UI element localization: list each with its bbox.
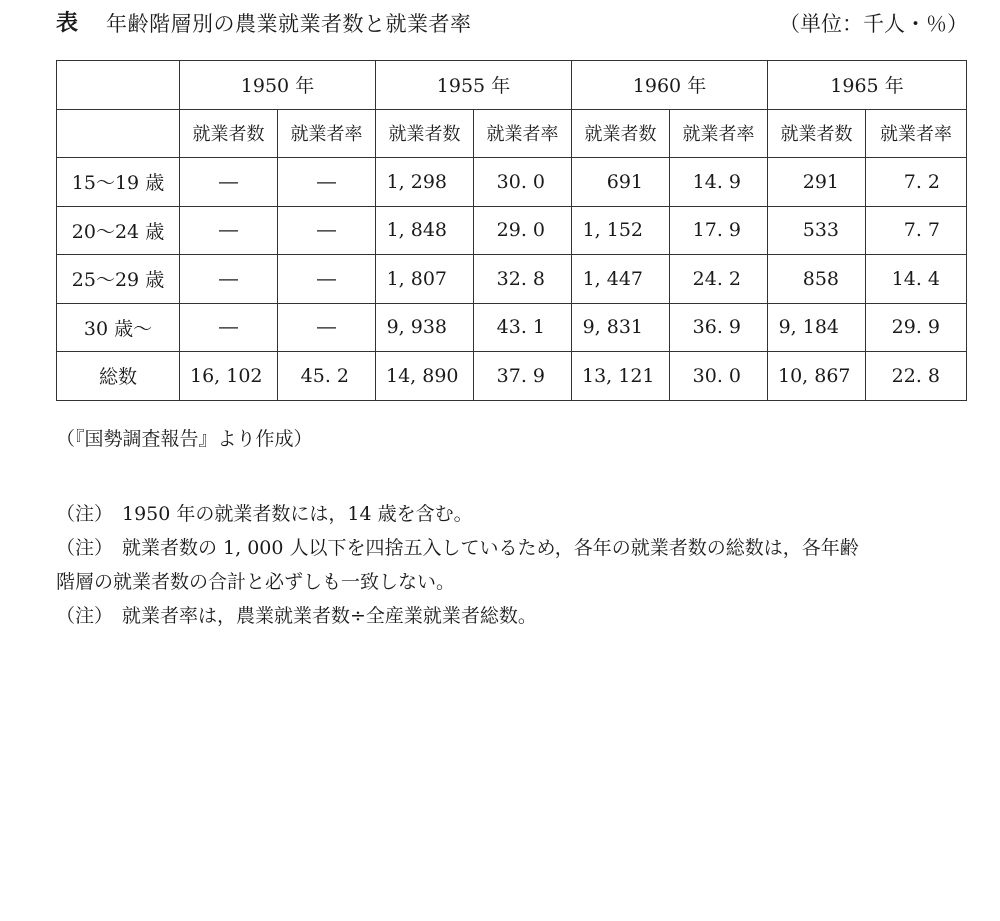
table-cell: 9, 184 — [768, 303, 866, 352]
table-cell: 24. 2 — [670, 255, 768, 304]
table-cell: 13, 121 — [572, 352, 670, 401]
column-header: 就業者率 — [474, 109, 572, 158]
column-header: 就業者率 — [278, 109, 376, 158]
table-row — [57, 158, 967, 207]
table-cell: 22. 8 — [866, 352, 967, 401]
table-cell: ― — [278, 158, 376, 207]
column-header: 就業者率 — [670, 109, 768, 158]
row-label: 25～29 歳 — [57, 255, 180, 304]
notes — [56, 497, 968, 633]
year-header-row — [57, 61, 967, 110]
row-label: 総数 — [57, 352, 180, 401]
table-cell: 7. 7 — [866, 206, 967, 255]
table-label: 表 — [56, 11, 79, 36]
table-cell: 29. 9 — [866, 303, 967, 352]
table-cell: 30. 0 — [474, 158, 572, 207]
table-cell: ― — [278, 206, 376, 255]
column-header: 就業者数 — [180, 109, 278, 158]
table-cell: 10, 867 — [768, 352, 866, 401]
table-cell: 17. 9 — [670, 206, 768, 255]
table-cell: 32. 8 — [474, 255, 572, 304]
year-header: 1960 年 — [572, 61, 768, 110]
year-header: 1965 年 — [768, 61, 967, 110]
subheader-row — [57, 109, 967, 158]
table-cell: 533 — [768, 206, 866, 255]
table-cell: 36. 9 — [670, 303, 768, 352]
table-cell: ― — [180, 158, 278, 207]
note-item — [56, 599, 968, 633]
table-cell: 9, 938 — [376, 303, 474, 352]
note-text: 就業者率は，農業就業者数÷全産業就業者総数。 — [122, 605, 537, 627]
table-cell: 1, 447 — [572, 255, 670, 304]
table-cell: ― — [278, 303, 376, 352]
column-header: 就業者数 — [572, 109, 670, 158]
table-cell: ― — [278, 255, 376, 304]
year-header: 1955 年 — [376, 61, 572, 110]
corner-cell — [57, 61, 180, 110]
table-cell: 37. 9 — [474, 352, 572, 401]
note-mark: （注） — [56, 537, 114, 559]
table-cell: 1, 848 — [376, 206, 474, 255]
table-cell: 14, 890 — [376, 352, 474, 401]
table-cell: 30. 0 — [670, 352, 768, 401]
note-item — [56, 531, 968, 565]
data-table — [56, 60, 967, 401]
table-cell: 1, 152 — [572, 206, 670, 255]
table-cell: 9, 831 — [572, 303, 670, 352]
table-row — [57, 255, 967, 304]
row-label: 20～24 歳 — [57, 206, 180, 255]
corner-cell — [57, 109, 180, 158]
table-cell: 16, 102 — [180, 352, 278, 401]
table-cell: 1, 298 — [376, 158, 474, 207]
table-row — [57, 303, 967, 352]
table-cell: ― — [180, 206, 278, 255]
column-header: 就業者数 — [376, 109, 474, 158]
table-title: 年齢階層別の農業就業者数と就業者率 — [106, 12, 472, 36]
table-cell: 14. 4 — [866, 255, 967, 304]
note-mark: （注） — [56, 605, 114, 627]
table-cell: 1, 807 — [376, 255, 474, 304]
total-row — [57, 352, 967, 401]
table-cell: ― — [180, 303, 278, 352]
table-cell: 858 — [768, 255, 866, 304]
note-item — [56, 497, 968, 531]
unit-note: （単位：千人・％） — [779, 12, 968, 36]
note-mark: （注） — [56, 503, 114, 525]
year-header: 1950 年 — [180, 61, 376, 110]
note-text: 階層の就業者数の合計と必ずしも一致しない。 — [56, 571, 456, 593]
row-label: 30 歳～ — [57, 303, 180, 352]
note-continuation — [56, 565, 968, 599]
note-text: 1950 年の就業者数には，14 歳を含む。 — [122, 503, 473, 525]
table-cell: 45. 2 — [278, 352, 376, 401]
row-label: 15～19 歳 — [57, 158, 180, 207]
column-header: 就業者数 — [768, 109, 866, 158]
table-cell: 29. 0 — [474, 206, 572, 255]
table-cell: 691 — [572, 158, 670, 207]
note-text: 就業者数の 1, 000 人以下を四捨五入しているため，各年の就業者数の総数は，各年齢 — [122, 537, 859, 559]
table-cell: ― — [180, 255, 278, 304]
table-cell: 291 — [768, 158, 866, 207]
column-header: 就業者率 — [866, 109, 967, 158]
table-cell: 14. 9 — [670, 158, 768, 207]
table-cell: 7. 2 — [866, 158, 967, 207]
table-cell: 43. 1 — [474, 303, 572, 352]
source-note: （『国勢調査報告』より作成） — [56, 428, 313, 450]
table-header — [56, 6, 968, 42]
table-row — [57, 206, 967, 255]
